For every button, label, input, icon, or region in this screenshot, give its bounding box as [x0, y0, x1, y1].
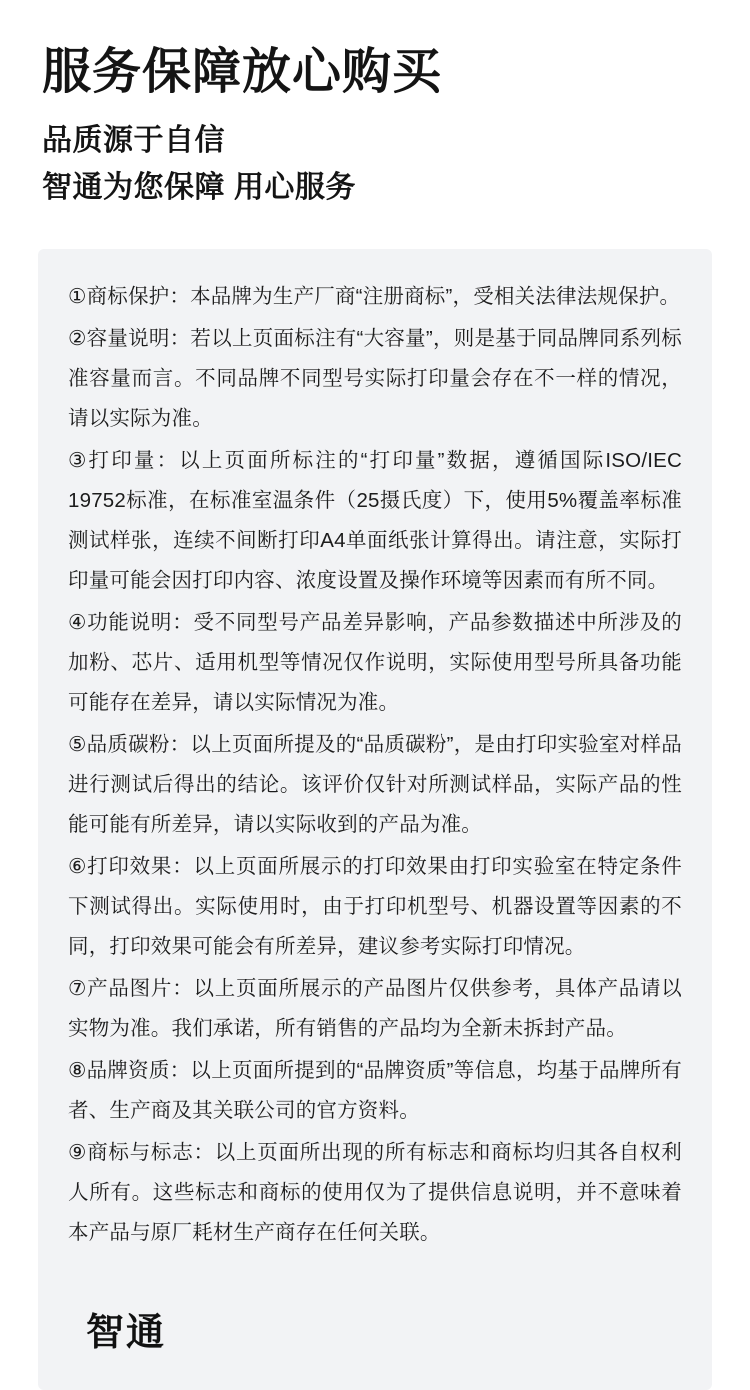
- page-title: 服务保障放心购买: [42, 45, 443, 99]
- clause-item: ③打印量：以上页面所标注的“打印量”数据，遵循国际ISO/IEC 19752标准，在标准室温条件（25摄氏度）下，使用5%覆盖率标准测试样张，连续不间断打印A4单面纸张计算得出。请注意，实际打印量可能会因打印内容、浓度设置及操作环境等因素而有所不同。: [68, 449, 682, 593]
- subtitle-line-1: 品质源于自信: [42, 124, 225, 158]
- clause-item: ⑦产品图片：以上页面所展示的产品图片仅供参考，具体产品请以实物为准。我们承诺，所有销售的产品均为全新未拆封产品。: [68, 976, 682, 1040]
- clause-item: ④功能说明：受不同型号产品差异影响，产品参数描述中所涉及的加粉、芯片、适用机型等情况仅作说明，实际使用型号所具备功能可能存在差异，请以实际情况为准。: [68, 611, 682, 715]
- disclaimer-card: [38, 249, 712, 1389]
- clause-item: ①商标保护：本品牌为生产厂商“注册商标”，受相关法律法规保护。: [68, 285, 681, 309]
- clause-item: ⑧品牌资质：以上页面所提到的“品牌资质”等信息，均基于品牌所有者、生产商及其关联公司的官方资料。: [68, 1058, 682, 1122]
- clause-item: ⑨商标与标志：以上页面所出现的所有标志和商标均归其各自权利人所有。这些标志和商标的使用仅为了提供信息说明，并不意味着本产品与原厂耗材生产商存在任何关联。: [68, 1140, 682, 1244]
- subtitle-block: [0, 100, 750, 211]
- brand-logo-text: 智通: [86, 1311, 167, 1354]
- subtitle-line-2: 智通为您保障 用心服务: [42, 170, 356, 204]
- clause-item: ②容量说明：若以上页面标注有“大容量”，则是基于同品牌同系列标准容量而言。不同品牌不同型号实际打印量会存在不一样的情况，请以实际为准。: [68, 327, 682, 431]
- clause-item: ⑤品质碳粉：以上页面所提及的“品质碳粉”，是由打印实验室对样品进行测试后得出的结论。该评价仅针对所测试样品，实际产品的性能可能有所差异，请以实际收到的产品为准。: [68, 733, 682, 836]
- clause-item: ⑥打印效果：以上页面所展示的打印效果由打印实验室在特定条件下测试得出。实际使用时，由于打印机型号、机器设置等因素的不同，打印效果可能会有所差异，建议参考实际打印情况。: [68, 854, 682, 958]
